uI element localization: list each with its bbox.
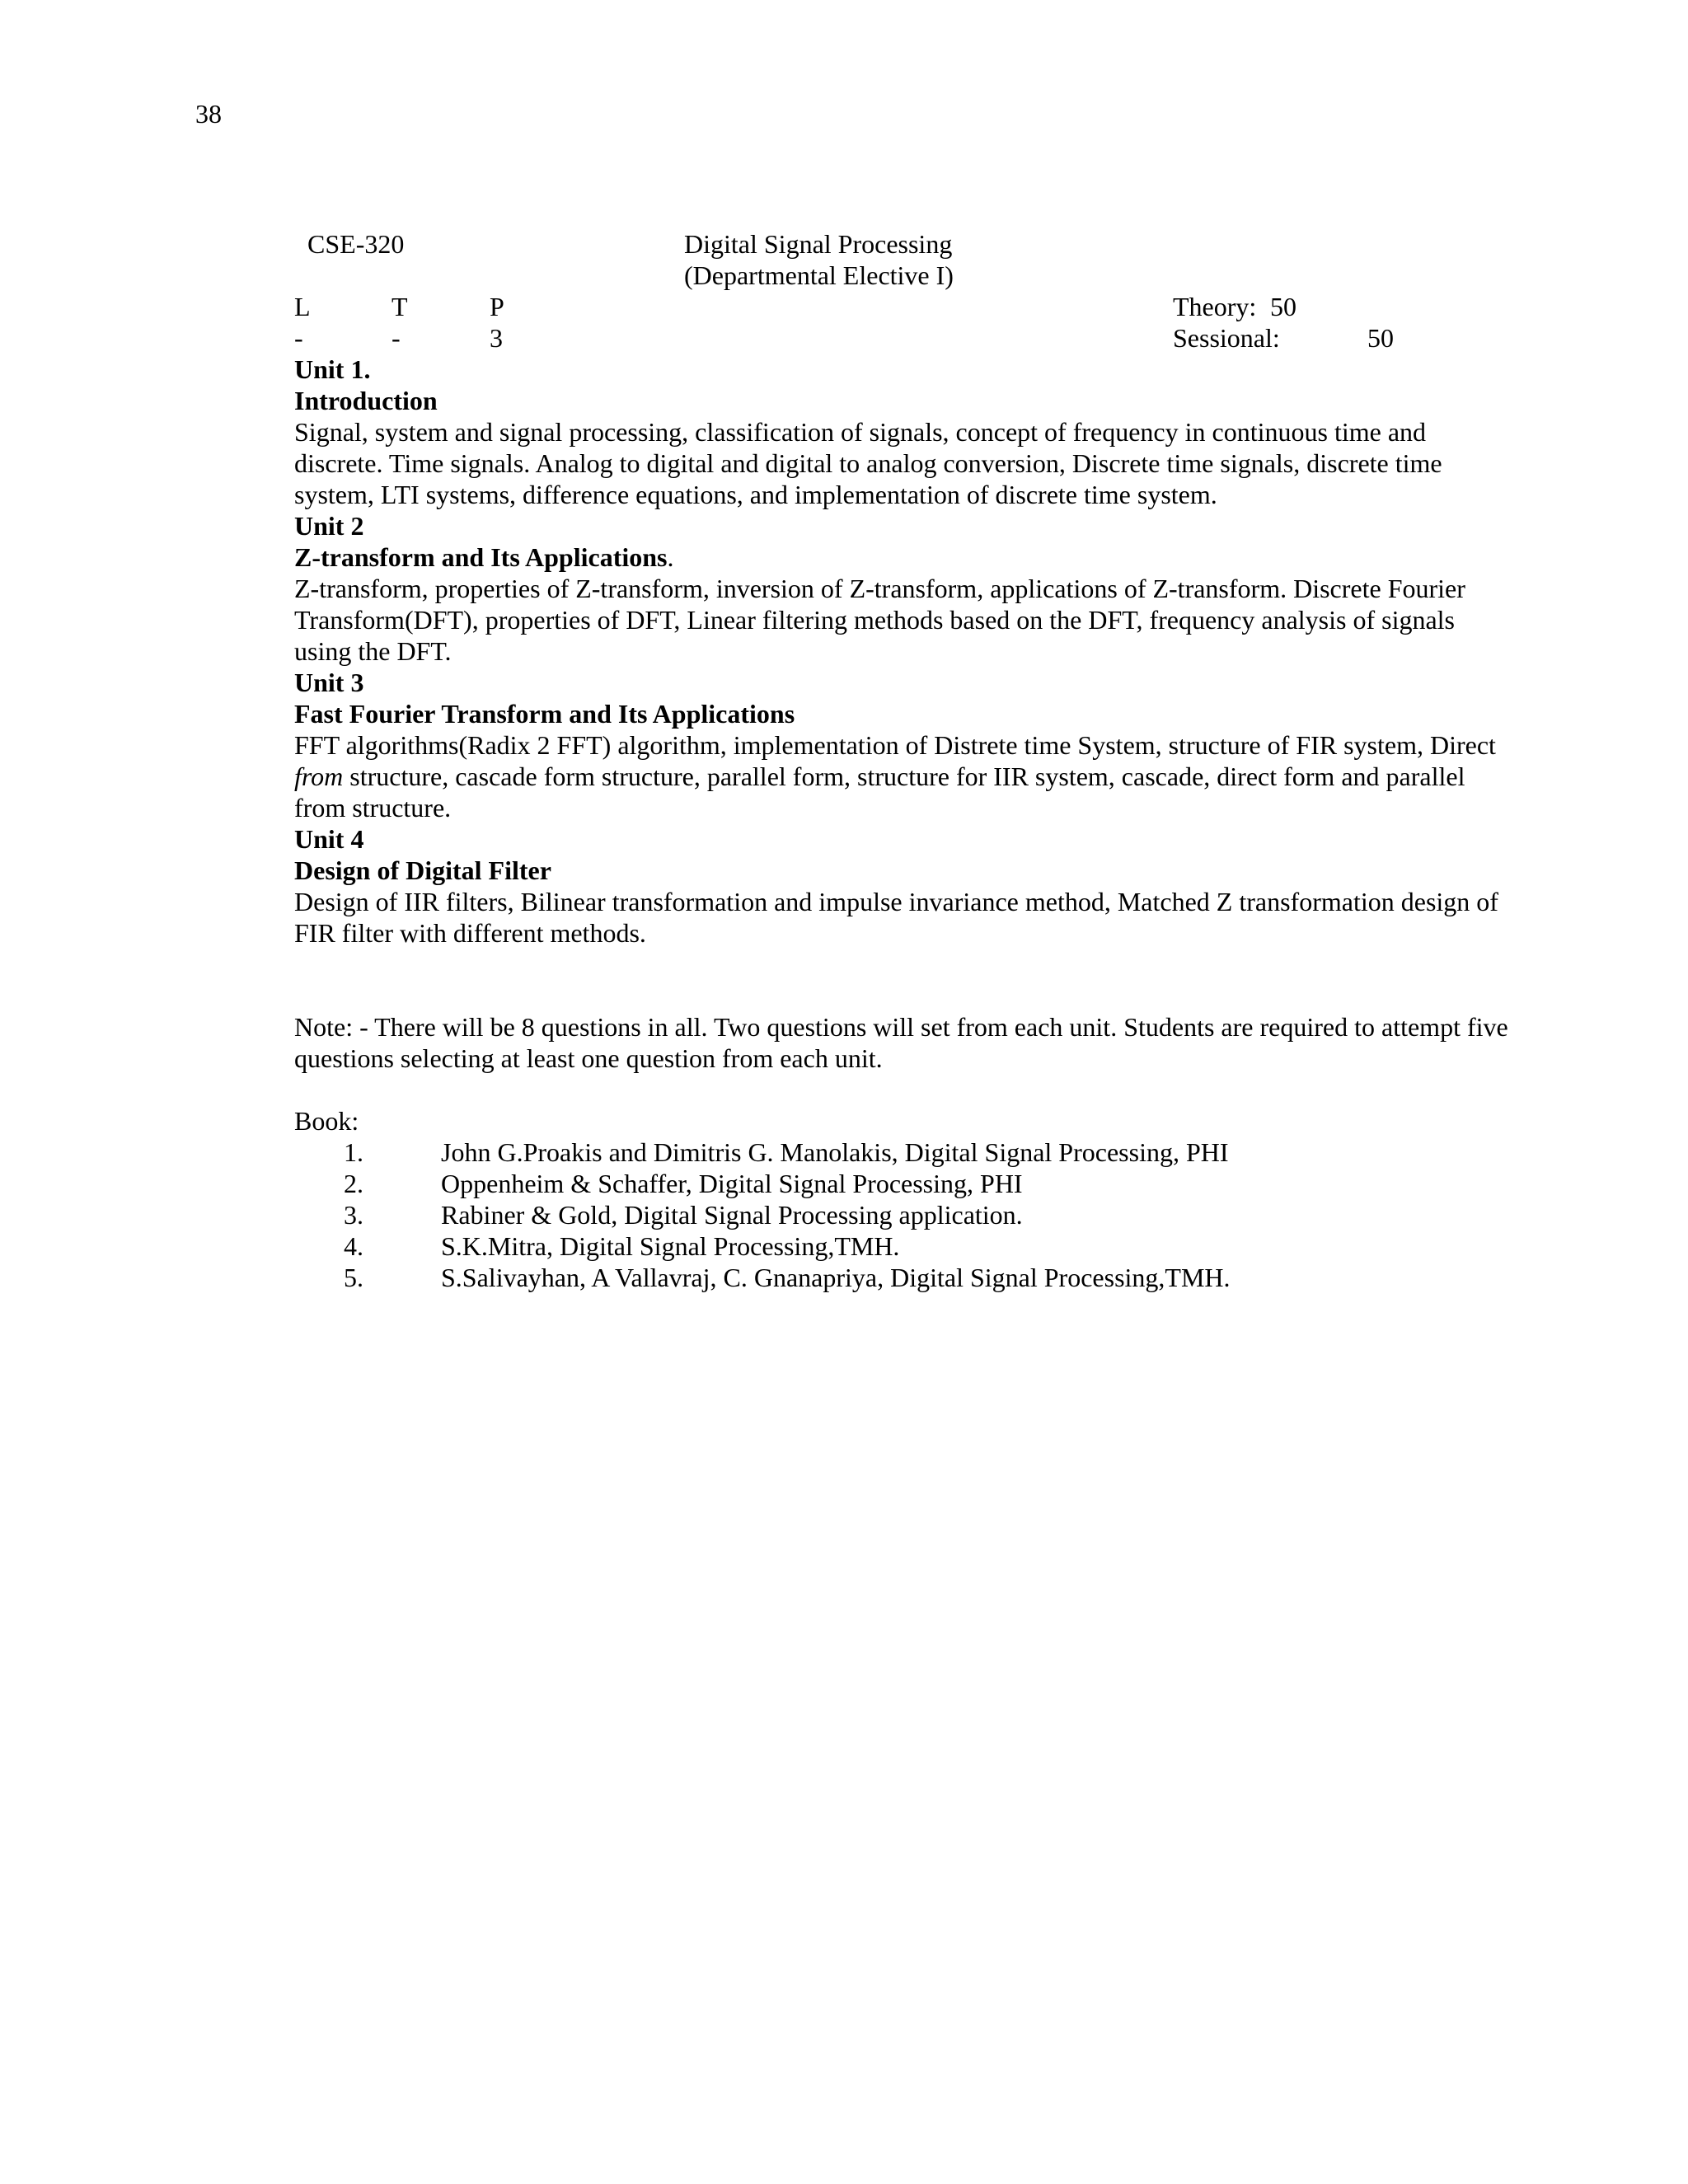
book-item bbox=[294, 1168, 1514, 1199]
unit-body: Signal, system and signal processing, classification of signals, concept of frequency in continuous time and discrete. Time signals. Analog to digital and digital to analog conversion, Discrete time signals, discrete time system, LTI systems, difference equations, and implementation of discrete time system. bbox=[294, 417, 1442, 509]
book-item bbox=[294, 1199, 1514, 1230]
unit-title: Z-transform and Its Applications bbox=[294, 542, 668, 572]
syllabus-content bbox=[294, 228, 1514, 1293]
book-reference: S.K.Mitra, Digital Signal Processing,TMH. bbox=[441, 1231, 900, 1261]
spacer bbox=[294, 1074, 1514, 1105]
book-number: 5. bbox=[344, 1263, 363, 1292]
sessional-marks: 50 bbox=[1367, 323, 1394, 353]
exam-note: Note: - There will be 8 questions in all. Two questions will set from each unit. Students are required to attempt five questions selecting at least one question from each unit. bbox=[294, 1012, 1508, 1073]
theory-marks: 50 bbox=[1270, 292, 1296, 321]
course-subtitle-row bbox=[294, 260, 1514, 291]
ltp-value-row bbox=[294, 322, 1514, 354]
unit-title-suffix: . bbox=[667, 542, 674, 572]
ltp-header-l: L bbox=[294, 292, 311, 321]
book-list bbox=[294, 1137, 1514, 1293]
unit-title-line bbox=[294, 541, 1514, 573]
book-number: 3. bbox=[344, 1200, 363, 1230]
book-number: 2. bbox=[344, 1169, 363, 1198]
ltp-value-l: - bbox=[294, 323, 303, 353]
unit-title: Fast Fourier Transform and Its Applications bbox=[294, 699, 795, 729]
spacer bbox=[294, 949, 1514, 1011]
book-number: 1. bbox=[344, 1137, 363, 1167]
unit-1 bbox=[294, 354, 1514, 510]
book-reference: Rabiner & Gold, Digital Signal Processing application. bbox=[441, 1200, 1023, 1230]
book-reference: S.Salivayhan, A Vallavraj, C. Gnanapriya, Digital Signal Processing,TMH. bbox=[441, 1263, 1231, 1292]
book-reference: John G.Proakis and Dimitris G. Manolakis, Digital Signal Processing, PHI bbox=[441, 1137, 1229, 1167]
ltp-value-t: - bbox=[392, 323, 401, 353]
theory-label: Theory: bbox=[1173, 292, 1257, 321]
book-item bbox=[294, 1262, 1514, 1293]
unit-3 bbox=[294, 667, 1514, 823]
unit-body: Design of IIR filters, Bilinear transformation and impulse invariance method, Matched Z transformation design of FIR filter with different methods. bbox=[294, 887, 1498, 948]
unit-title: Introduction bbox=[294, 386, 438, 415]
ltp-value-p: 3 bbox=[490, 323, 503, 353]
books-label: Book: bbox=[294, 1106, 359, 1136]
unit-body-text: FFT algorithms(Radix 2 FFT) algorithm, implementation of Distrete time System, structure of FIR system, Direct bbox=[294, 730, 1496, 760]
unit-body-text: structure, cascade form structure, parallel form, structure for IIR system, cascade, direct form and parallel from structure. bbox=[294, 762, 1465, 823]
course-title: Digital Signal Processing bbox=[684, 229, 953, 259]
book-number: 4. bbox=[344, 1231, 363, 1261]
ltp-header-p: P bbox=[490, 292, 504, 321]
unit-body-italic: from bbox=[294, 762, 344, 791]
unit-title: Design of Digital Filter bbox=[294, 855, 551, 885]
unit-2 bbox=[294, 510, 1514, 667]
sessional-label: Sessional: bbox=[1173, 323, 1280, 353]
course-code: CSE-320 bbox=[307, 229, 405, 259]
ltp-header-row bbox=[294, 291, 1514, 322]
page-number: 38 bbox=[195, 99, 222, 129]
unit-body bbox=[294, 729, 1514, 823]
unit-label: Unit 3 bbox=[294, 668, 364, 697]
unit-label: Unit 4 bbox=[294, 824, 364, 854]
book-item bbox=[294, 1137, 1514, 1168]
unit-label: Unit 2 bbox=[294, 511, 364, 541]
unit-4 bbox=[294, 823, 1514, 949]
course-header-row bbox=[294, 228, 1514, 260]
unit-label: Unit 1. bbox=[294, 354, 371, 384]
course-subtitle: (Departmental Elective I) bbox=[684, 260, 954, 290]
ltp-header-t: T bbox=[392, 292, 408, 321]
book-item bbox=[294, 1230, 1514, 1262]
unit-body: Z-transform, properties of Z-transform, inversion of Z-transform, applications of Z-transform. Discrete Fourier Transform(DFT), properties of DFT, Linear filtering methods based on the DFT, frequency analysis of signals using the DFT. bbox=[294, 574, 1465, 666]
book-reference: Oppenheim & Schaffer, Digital Signal Processing, PHI bbox=[441, 1169, 1023, 1198]
